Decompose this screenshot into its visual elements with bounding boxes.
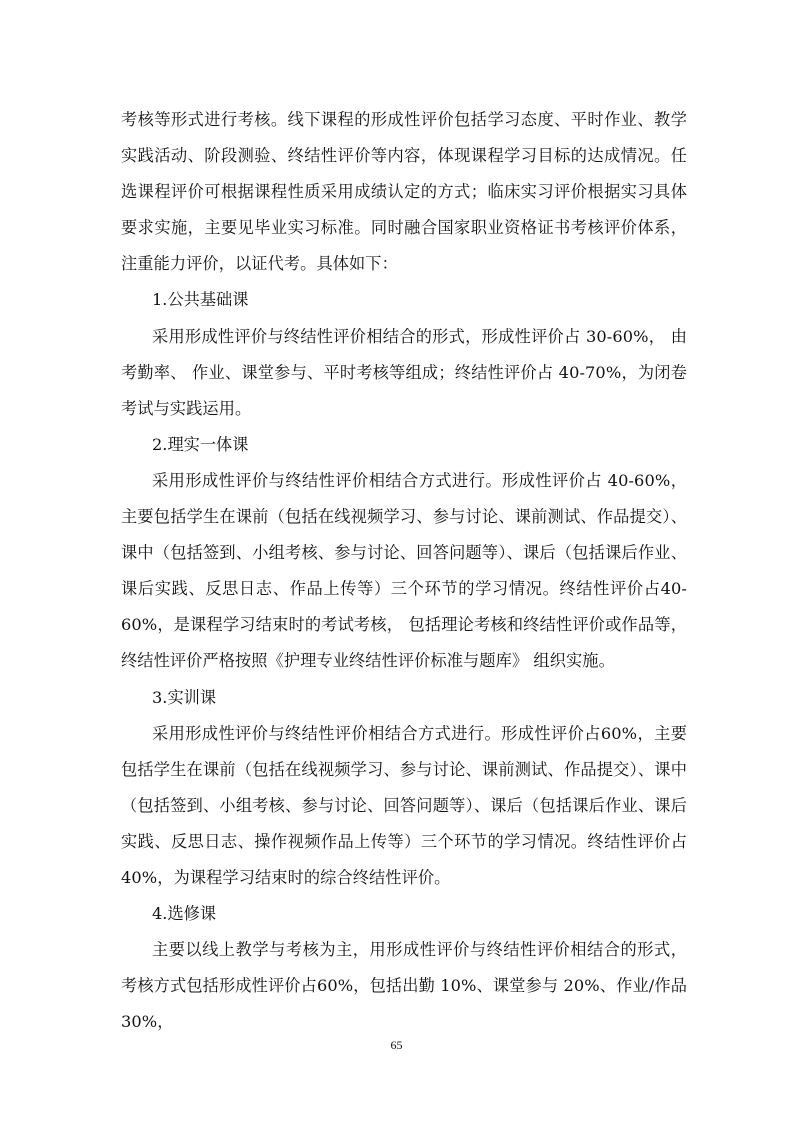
paragraph-public-basic-courses: 采用形成性评价与终结性评价相结合的形式，形成性评价占 30-60%， 由考勤率、 作业、课堂参与、平时考核等组成；终结性评价占 40-70%，为闭卷考试与实践运用。	[121, 326, 687, 418]
paragraph-elective-courses: 主要以线上教学与考核为主，用形成性评价与终结性评价相结合的形式，考核方式包括形成性评价占60%，包括出勤 10%、课堂参与 20%、作业/作品 30%，	[121, 940, 687, 1032]
document-body	[121, 102, 687, 1040]
paragraph-assessment-intro: 考核等形式进行考核。线下课程的形成性评价包括学习态度、平时作业、教学实践活动、阶段测验、终结性评价等内容，体现课程学习目标的达成情况。任选课程评价可根据课程性质采用成绩认定的方式；临床实习评价根据实习具体要求实施，主要见毕业实习标准。同时融合国家职业资格证书考核评价体系，注重能力评价，以证代考。具体如下：	[121, 110, 687, 274]
heading-elective-courses: 4.选修课	[152, 904, 217, 924]
heading-practical-training-courses: 3.实训课	[152, 687, 217, 707]
heading-public-basic-courses: 1.公共基础课	[152, 290, 249, 310]
page-number: 65	[390, 1038, 403, 1052]
heading-integrated-theory-practice-courses: 2.理实一体课	[152, 434, 249, 454]
paragraph-practical-training-courses: 采用形成性评价与终结性评价相结合方式进行。形成性评价占60%，主要包括学生在课前（包括在线视频学习、参与讨论、课前测试、作品提交）、课中（包括签到、小组考核、参与讨论、回答问题等）、课后（包括课后作业、课后实践、反思日志、操作视频作品上传等）三个环节的学习情况。终结性评价占40%，为课程学习结束时的综合终结性评价。	[121, 723, 687, 887]
paragraph-integrated-theory-practice-courses: 采用形成性评价与终结性评价相结合方式进行。形成性评价占 40-60%，主要包括学生在课前（包括在线视频学习、参与讨论、课前测试、作品提交）、课中（包括签到、小组考核、参与讨论、回答问题等）、课后（包括课后作业、课后实践、反思日志、作品上传等）三个环节的学习情况。终结性评价占40-60%，是课程学习结束时的考试考核， 包括理论考核和终结性评价或作品等，终结性评价严格按照《护理专业终结性评价标准与题库》 组织实施。	[121, 470, 687, 671]
